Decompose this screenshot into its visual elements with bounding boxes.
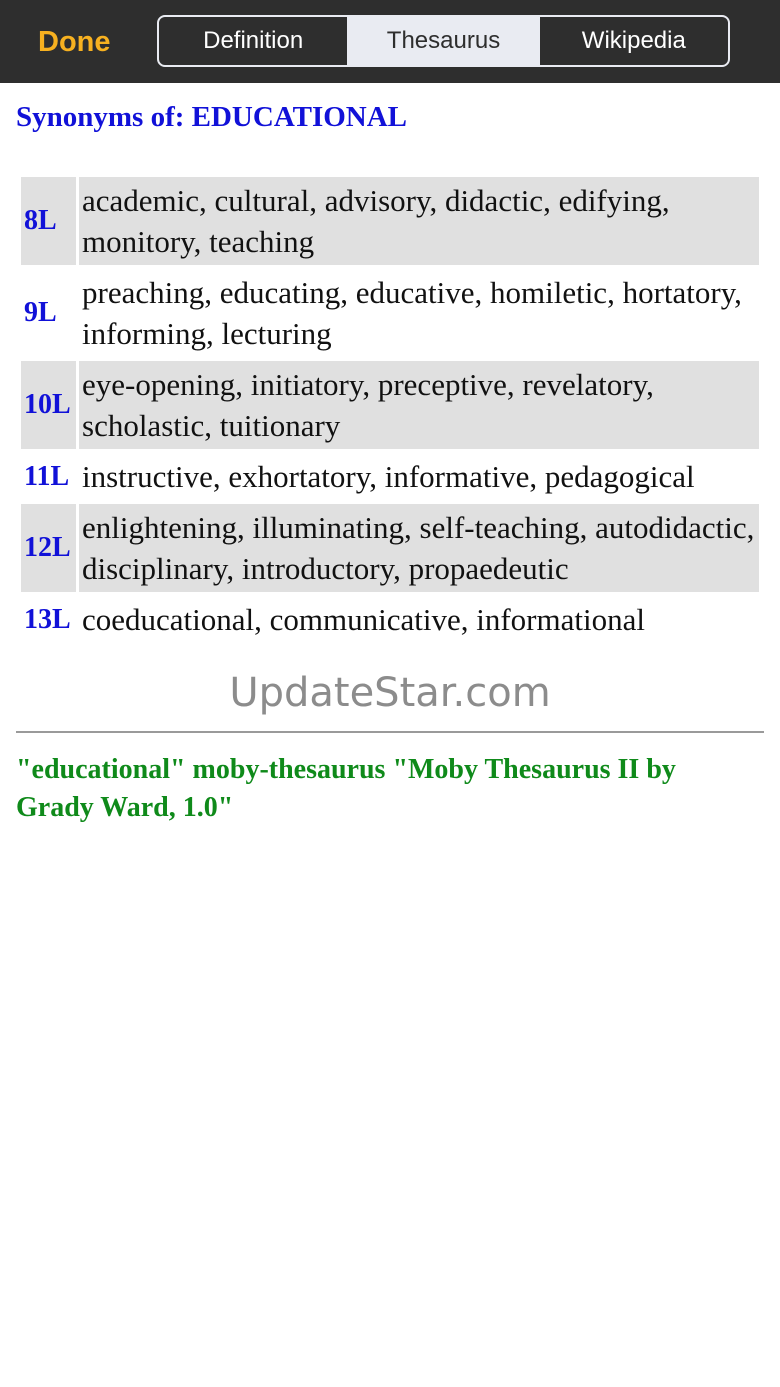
synonyms-table bbox=[18, 177, 762, 643]
tab-wikipedia[interactable]: Wikipedia bbox=[581, 27, 686, 54]
watermark: UpdateStar.com bbox=[229, 670, 551, 716]
length-label: 8L bbox=[21, 177, 76, 265]
synonym-list: enlightening, illuminating, self-teaching, autodidactic, disciplinary, introductory, propaedeutic bbox=[79, 504, 759, 592]
synonym-list: coeducational, communicative, informational bbox=[82, 602, 645, 637]
length-label: 9L bbox=[24, 297, 57, 328]
table-row bbox=[21, 596, 759, 643]
table-row bbox=[21, 453, 759, 500]
source-citation: "educational" moby-thesaurus "Moby Thesaurus II by Grady Ward, 1.0" bbox=[16, 754, 676, 823]
divider bbox=[16, 731, 764, 733]
table-row bbox=[21, 504, 759, 592]
length-label: 10L bbox=[21, 361, 76, 449]
table-row bbox=[21, 361, 759, 449]
synonym-list: eye-opening, initiatory, preceptive, revelatory, scholastic, tuitionary bbox=[79, 361, 759, 449]
synonym-list: preaching, educating, educative, homiletic, hortatory, informing, lecturing bbox=[82, 275, 742, 351]
top-toolbar bbox=[0, 0, 780, 83]
view-segmented-control bbox=[157, 15, 730, 67]
synonym-list: instructive, exhortatory, informative, pedagogical bbox=[82, 459, 695, 494]
length-label: 12L bbox=[21, 504, 76, 592]
tab-definition[interactable]: Definition bbox=[159, 17, 349, 65]
done-button[interactable]: Done bbox=[38, 26, 111, 58]
length-label: 13L bbox=[24, 603, 71, 635]
synonym-list: academic, cultural, advisory, didactic, edifying, monitory, teaching bbox=[79, 177, 759, 265]
synonyms-title: Synonyms of: EDUCATIONAL bbox=[16, 101, 408, 133]
table-row bbox=[21, 177, 759, 265]
table-row bbox=[21, 269, 759, 357]
length-label: 11L bbox=[24, 460, 70, 492]
tab-thesaurus[interactable]: Thesaurus bbox=[349, 17, 539, 65]
